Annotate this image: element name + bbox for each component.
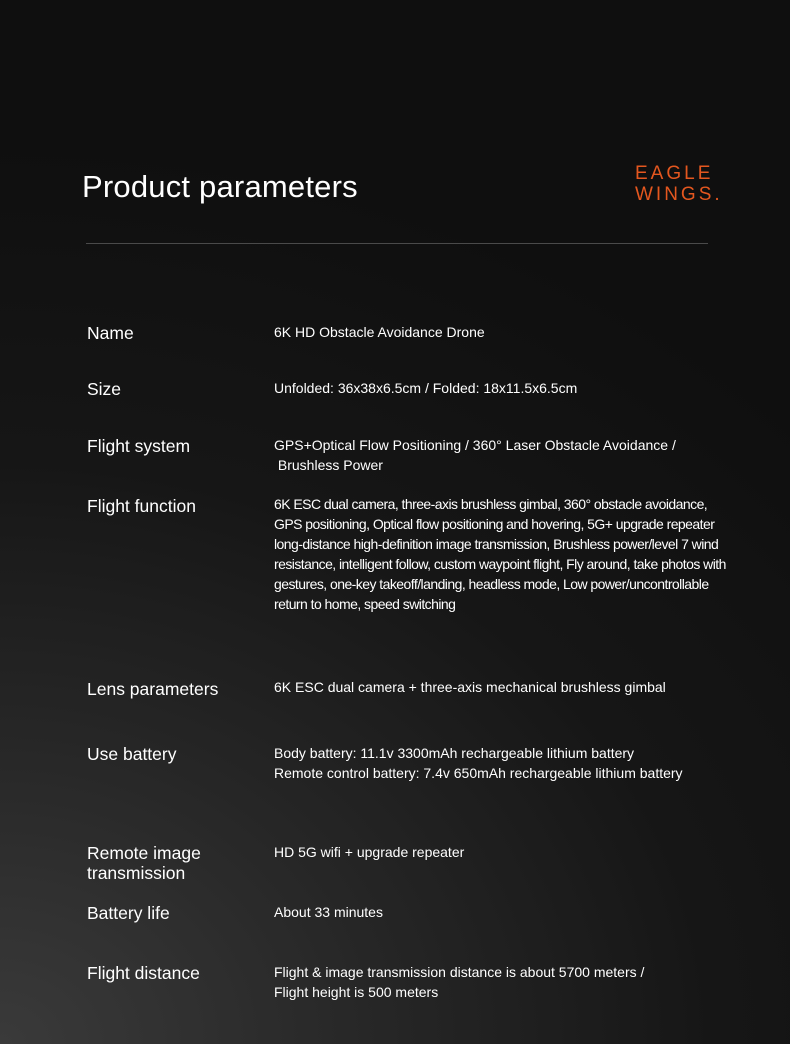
param-value-line: Brushless Power [274, 457, 383, 473]
param-label: Flight system [87, 436, 191, 456]
param-value-line: HD 5G wifi + upgrade repeater [274, 844, 465, 860]
param-value-line: gestures, one-key takeoff/landing, headless mode, Low power/uncontrollable [274, 576, 709, 592]
param-label: Flight distance [87, 963, 200, 983]
param-label: Flight function [87, 496, 196, 516]
param-value [274, 842, 754, 862]
param-value-line: Body battery: 11.1v 3300mAh rechargeable lithium battery [274, 745, 635, 761]
param-value-line: 6K HD Obstacle Avoidance Drone [274, 324, 485, 340]
param-value-line: resistance, intelligent follow, custom waypoint flight, Fly around, take photos with [274, 556, 726, 572]
param-label-line: transmission [87, 863, 186, 883]
param-value-line: About 33 minutes [274, 904, 383, 920]
param-label: Lens parameters [87, 679, 219, 699]
param-label [87, 843, 262, 883]
param-value [274, 378, 754, 398]
param-value-line: Unfolded: 36x38x6.5cm / Folded: 18x11.5x6.5cm [274, 380, 578, 396]
brand-logo-line-1: EAGLE [635, 163, 714, 184]
param-value-line: Flight & image transmission distance is about 5700 meters / [274, 964, 645, 980]
brand-logo-line-2: WINGS. [635, 184, 723, 205]
param-value [274, 494, 759, 614]
param-value [274, 743, 754, 783]
param-label: Size [87, 379, 122, 399]
param-value [274, 435, 754, 475]
param-value-line: Remote control battery: 7.4v 650mAh rechargeable lithium battery [274, 765, 683, 781]
param-label: Use battery [87, 744, 177, 764]
param-value-line: GPS positioning, Optical flow positioning and hovering, 5G+ upgrade repeater [274, 516, 715, 532]
brand-logo [635, 163, 723, 205]
param-value-line: Flight height is 500 meters [274, 984, 439, 1000]
param-value-line: 6K ESC dual camera + three-axis mechanical brushless gimbal [274, 679, 666, 695]
header-divider [86, 243, 708, 244]
param-label: Name [87, 323, 134, 343]
param-label: Battery life [87, 903, 170, 923]
param-value-line: 6K ESC dual camera, three-axis brushless gimbal, 360° obstacle avoidance, [274, 496, 708, 512]
param-value-line: return to home, speed switching [274, 596, 456, 612]
page-title: Product parameters [82, 169, 358, 204]
param-value [274, 902, 754, 922]
param-value [274, 677, 754, 697]
param-value [274, 322, 754, 342]
param-value-line: long-distance high-definition image transmission, Brushless power/level 7 wind [274, 536, 719, 552]
param-label-line: Remote image [87, 843, 201, 863]
param-value [274, 962, 754, 1002]
param-value-line: GPS+Optical Flow Positioning / 360° Laser Obstacle Avoidance / [274, 437, 676, 453]
